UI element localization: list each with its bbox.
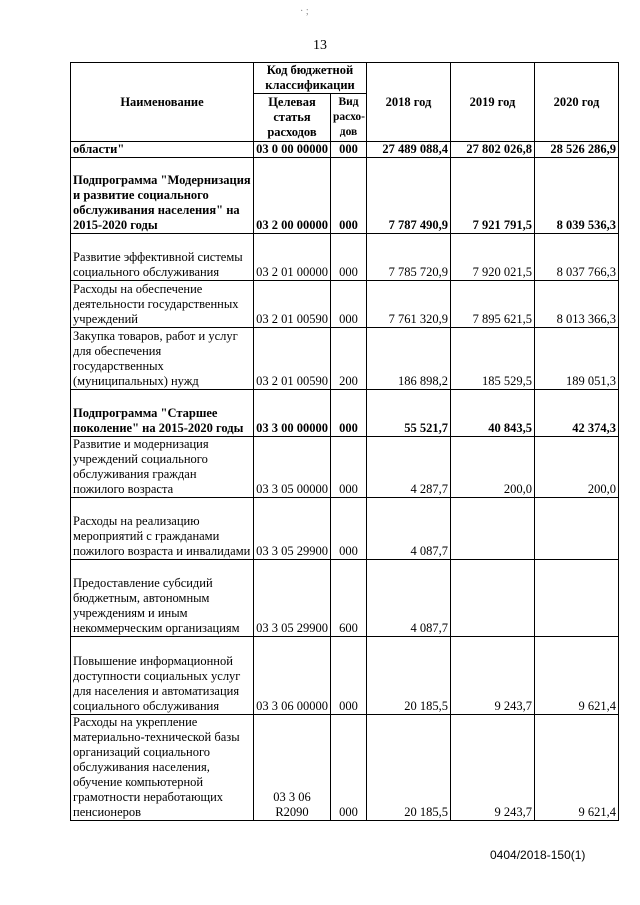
table-row: [71, 715, 619, 821]
table-row: [71, 390, 619, 437]
row-value-2020: 42 374,3: [535, 390, 619, 437]
header-name: Наименование: [71, 63, 254, 142]
row-value-2020: 28 526 286,9: [535, 142, 619, 158]
row-target-code: 03 2 00 00000: [254, 158, 331, 234]
row-value-2019: 27 802 026,8: [451, 142, 535, 158]
row-name: Расходы на реализацию мероприятий с гражданами пожилого возраста и инвалидами: [71, 498, 254, 560]
row-value-2018: 55 521,7: [367, 390, 451, 437]
row-expense-kind: 000: [331, 637, 367, 715]
row-expense-kind: 600: [331, 560, 367, 637]
row-value-2018: 4 087,7: [367, 498, 451, 560]
row-expense-kind: 000: [331, 437, 367, 498]
row-value-2018: 27 489 088,4: [367, 142, 451, 158]
table-row: [71, 142, 619, 158]
row-name: области": [71, 142, 254, 158]
document-number: 0404/2018-150(1): [490, 848, 586, 862]
row-expense-kind: 000: [331, 281, 367, 328]
row-name: Подпрограмма "Старшее поколение" на 2015-2020 годы: [71, 390, 254, 437]
row-value-2020: 9 621,4: [535, 637, 619, 715]
table-row: [71, 281, 619, 328]
row-target-code: 03 2 01 00590: [254, 328, 331, 390]
row-value-2019: 9 243,7: [451, 637, 535, 715]
header-target: Целевая статья расходов: [254, 94, 331, 142]
row-expense-kind: 000: [331, 498, 367, 560]
row-value-2019: 200,0: [451, 437, 535, 498]
row-value-2020: 9 621,4: [535, 715, 619, 821]
row-value-2019: [451, 560, 535, 637]
header-code-group: Код бюджетной классификации: [254, 63, 367, 94]
row-target-code: 03 2 01 00590: [254, 281, 331, 328]
row-expense-kind: 000: [331, 234, 367, 281]
row-value-2018: 4 287,7: [367, 437, 451, 498]
row-target-code: 03 3 06 R2090: [254, 715, 331, 821]
row-value-2018: 7 787 490,9: [367, 158, 451, 234]
header-2018: 2018 год: [367, 63, 451, 142]
row-value-2018: 186 898,2: [367, 328, 451, 390]
row-value-2018: 20 185,5: [367, 637, 451, 715]
row-value-2020: [535, 498, 619, 560]
row-value-2018: 4 087,7: [367, 560, 451, 637]
row-expense-kind: 000: [331, 158, 367, 234]
row-value-2018: 7 761 320,9: [367, 281, 451, 328]
row-name: Расходы на укрепление материально-технической базы организаций социального обслуживания населения, обучение компьютерной грамотности неработающих пенсионеров: [71, 715, 254, 821]
scan-mark: · ;: [300, 6, 309, 17]
row-name: Закупка товаров, работ и услуг для обеспечения государственных (муниципальных) нужд: [71, 328, 254, 390]
row-name: Подпрограмма "Модернизация и развитие социального обслуживания населения" на 2015-2020 годы: [71, 158, 254, 234]
header-2020: 2020 год: [535, 63, 619, 142]
row-value-2020: 189 051,3: [535, 328, 619, 390]
table-row: [71, 498, 619, 560]
row-target-code: 03 3 05 00000: [254, 437, 331, 498]
row-value-2020: 8 013 366,3: [535, 281, 619, 328]
row-expense-kind: 000: [331, 390, 367, 437]
row-value-2019: 7 920 021,5: [451, 234, 535, 281]
row-target-code: 03 3 05 29900: [254, 560, 331, 637]
table-row: [71, 158, 619, 234]
row-value-2019: 40 843,5: [451, 390, 535, 437]
row-target-code: 03 3 06 00000: [254, 637, 331, 715]
row-value-2020: 8 039 536,3: [535, 158, 619, 234]
table-row: [71, 234, 619, 281]
table-row: [71, 637, 619, 715]
row-name: Развитие эффективной системы социального обслуживания: [71, 234, 254, 281]
row-name: Расходы на обеспечение деятельности государственных учреждений: [71, 281, 254, 328]
header-2019: 2019 год: [451, 63, 535, 142]
table-row: [71, 328, 619, 390]
row-expense-kind: 000: [331, 142, 367, 158]
row-expense-kind: 200: [331, 328, 367, 390]
row-value-2020: 8 037 766,3: [535, 234, 619, 281]
row-name: Предоставление субсидий бюджетным, автономным учреждениям и иным некоммерческим организациям: [71, 560, 254, 637]
table-body: [71, 142, 619, 821]
row-name: Повышение информационной доступности социальных услуг для населения и автоматизация социального обслуживания: [71, 637, 254, 715]
row-value-2020: [535, 560, 619, 637]
table-row: [71, 560, 619, 637]
row-target-code: 03 2 01 00000: [254, 234, 331, 281]
budget-table: [70, 62, 619, 821]
row-value-2018: 7 785 720,9: [367, 234, 451, 281]
row-target-code: 03 0 00 00000: [254, 142, 331, 158]
table-row: [71, 437, 619, 498]
row-name: Развитие и модернизация учреждений социального обслуживания граждан пожилого возраста: [71, 437, 254, 498]
row-value-2019: 7 921 791,5: [451, 158, 535, 234]
row-value-2018: 20 185,5: [367, 715, 451, 821]
page-number: 13: [313, 38, 327, 53]
row-value-2019: [451, 498, 535, 560]
row-value-2019: 9 243,7: [451, 715, 535, 821]
row-target-code: 03 3 05 29900: [254, 498, 331, 560]
row-expense-kind: 000: [331, 715, 367, 821]
row-value-2019: 185 529,5: [451, 328, 535, 390]
row-value-2020: 200,0: [535, 437, 619, 498]
row-value-2019: 7 895 621,5: [451, 281, 535, 328]
row-target-code: 03 3 00 00000: [254, 390, 331, 437]
header-kind: Вид расхо-дов: [331, 94, 367, 142]
